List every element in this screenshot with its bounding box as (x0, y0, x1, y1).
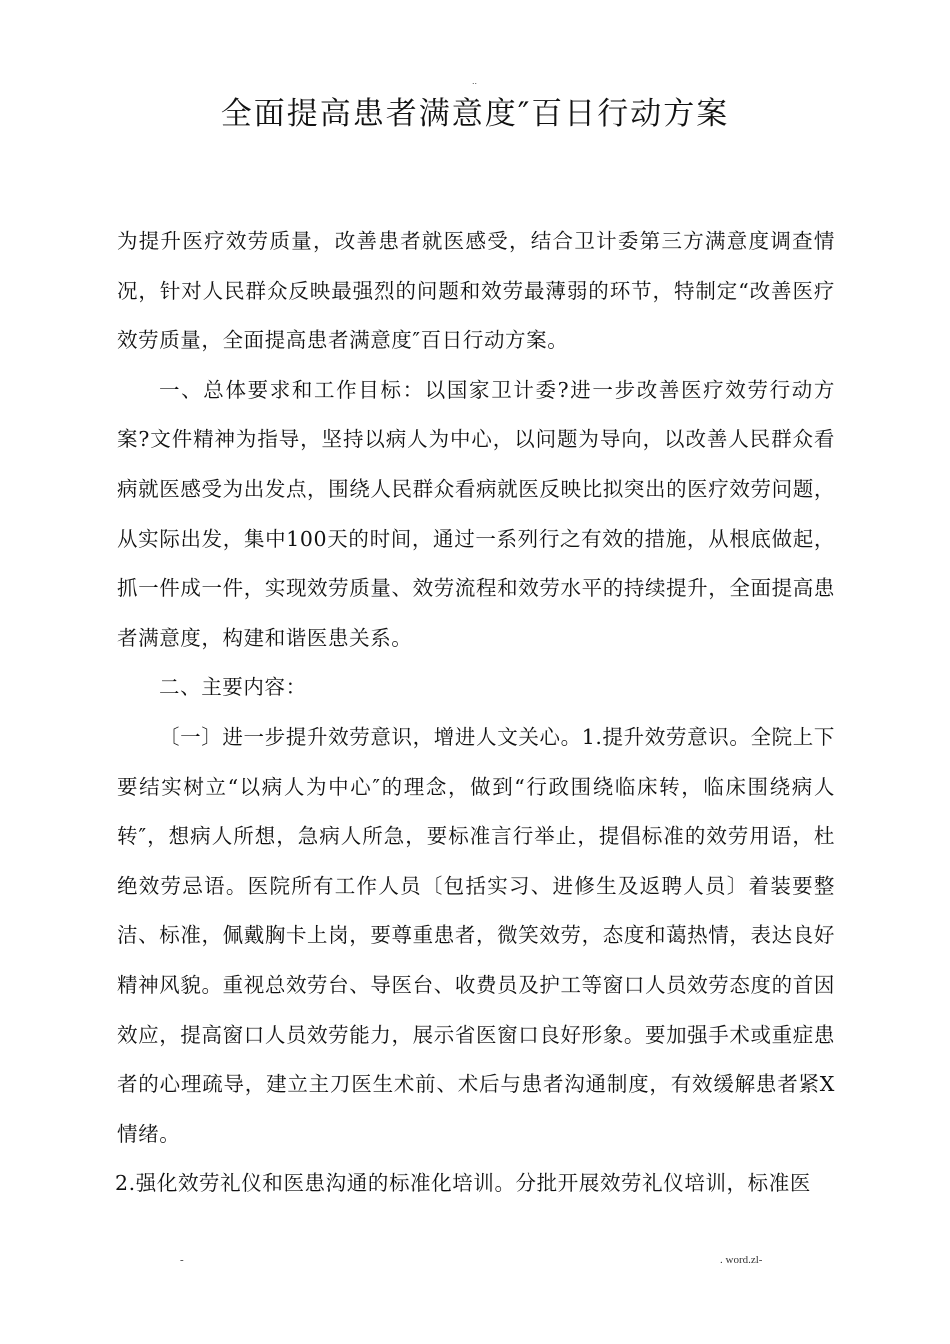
footer-left-mark: - (180, 1254, 184, 1266)
section-one-paragraph: 一、总体要求和工作目标：以国家卫计委?进一步改善医疗效劳行动方案?文件精神为指导，坚持以病人为中心，以问题为导向，以改善人民群众看病就医感受为出发点，围绕人民群众看病就医反映比拟突出的医疗效劳问题，从实际出发，集中100天的时间，通过一系列行之有效的措施，从根底做起，抓一件成一件，实现效劳质量、效劳流程和效劳水平的持续提升，全面提高患者满意度，构建和谐医患关系。 (117, 377, 835, 650)
item-two-paragraph: 2.强化效劳礼仪和医患沟通的标准化培训。分批开展效劳礼仪培训，标准医 (115, 1171, 811, 1196)
header-mark: .. (472, 76, 478, 86)
document-body (117, 217, 835, 1209)
section-two-heading: 二、主要内容： (159, 675, 307, 700)
intro-paragraph: 为提升医疗效劳质量，改善患者就医感受，结合卫计委第三方满意度调查情况，针对人民群众反映最强烈的问题和效劳最薄弱的环节，特制定“改善医疗效劳质量，全面提高患者满意度″百日行动方案。 (117, 229, 835, 353)
document-title: 全面提高患者满意度″百日行动方案 (220, 96, 730, 132)
footer-source: . word.zl- (720, 1254, 763, 1266)
subsection-one-paragraph: 〔一〕进一步提升效劳意识，增进人文关心。1.提升效劳意识。全院上下要结实树立“以病人为中心″的理念，做到“行政围绕临床转，临床围绕病人转″，想病人所想，急病人所急，要标准言行举止，提倡标准的效劳用语，杜绝效劳忌语。医院所有工作人员〔包括实习、进修生及返聘人员〕着装要整洁、标准，佩戴胸卡上岗，要尊重患者，微笑效劳，态度和蔼热情，表达良好精神风貌。重视总效劳台、导医台、收费员及护工等窗口人员效劳态度的首因效应，提高窗口人员效劳能力，展示省医窗口良好形象。要加强手术或重症患者的心理疏导，建立主刀医生术前、术后与患者沟通制度，有效缓解患者紧X情绪。 (117, 724, 835, 1146)
